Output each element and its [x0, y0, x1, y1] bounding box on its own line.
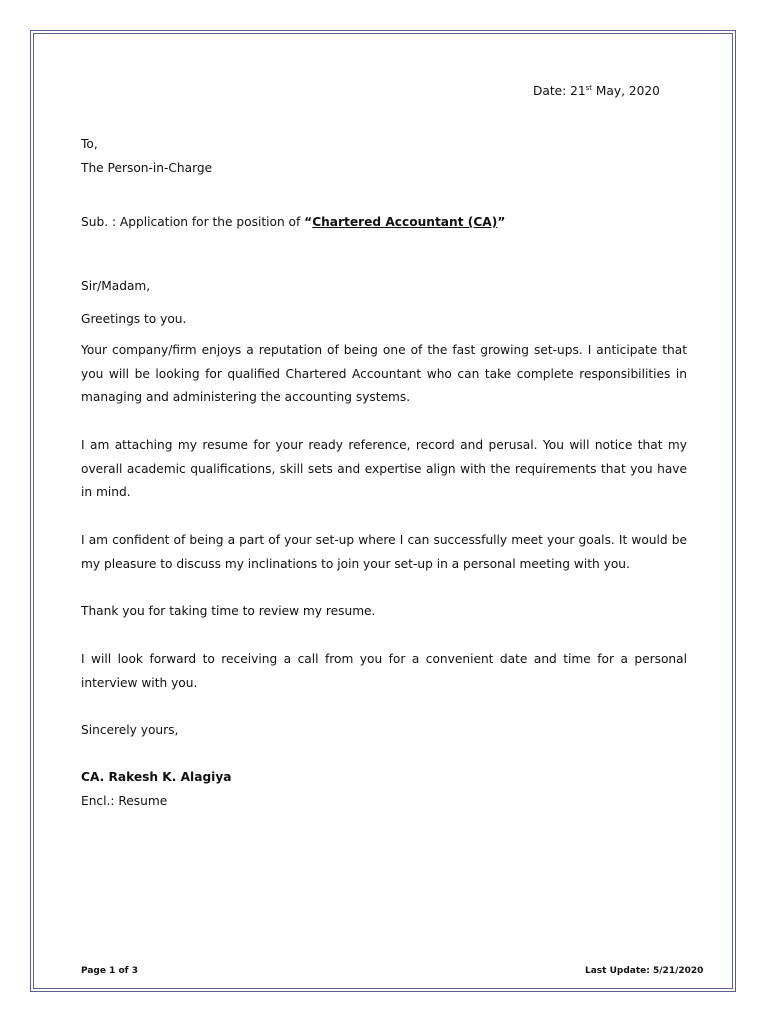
subject-line [81, 211, 687, 235]
greeting: Greetings to you. [81, 312, 187, 326]
to-line: To, [81, 137, 98, 151]
address-block [81, 133, 687, 180]
body-paragraph-1: Your company/firm enjoys a reputation of being one of the fast growing set-ups. I anticipate that you will be looking for qualified Chartered Accountant who can take complete responsibilities in managing and administering the accounting systems. [81, 343, 687, 404]
recipient-line: The Person-in-Charge [81, 160, 213, 175]
footer-last-update: Last Update: 5/21/2020 [585, 966, 704, 976]
body-paragraph-3: I am confident of being a part of your set-up where I can successfully meet your goals. It would be my pleasure to discuss my inclinations to join your set-up in a personal meeting with you. [81, 533, 687, 571]
body-paragraph-5: I will look forward to receiving a call from you for a convenient date and time for a personal interview with you. [81, 652, 687, 690]
salutation: Sir/Madam, [81, 279, 151, 293]
signature: CA. Rakesh K. Alagiya [81, 770, 232, 784]
subject-close-quote: ” [497, 215, 506, 229]
body-paragraph-2: I am attaching my resume for your ready reference, record and perusal. You will notice that my overall academic qualifications, skill sets and expertise align with the requirements that you have in mind. [81, 438, 687, 499]
letter-date: Date: 21st May, 2020 [533, 84, 660, 98]
subject-open-quote: “ [304, 215, 313, 229]
closing: Sincerely yours, [81, 723, 179, 737]
body-paragraph-4: Thank you for taking time to review my resume. [81, 604, 376, 618]
footer-page-number: Page 1 of 3 [81, 966, 138, 976]
subject-title: Chartered Accountant (CA) [312, 215, 498, 229]
subject-prefix: Sub. : Application for the position of [81, 215, 305, 229]
enclosure: Encl.: Resume [81, 794, 168, 808]
